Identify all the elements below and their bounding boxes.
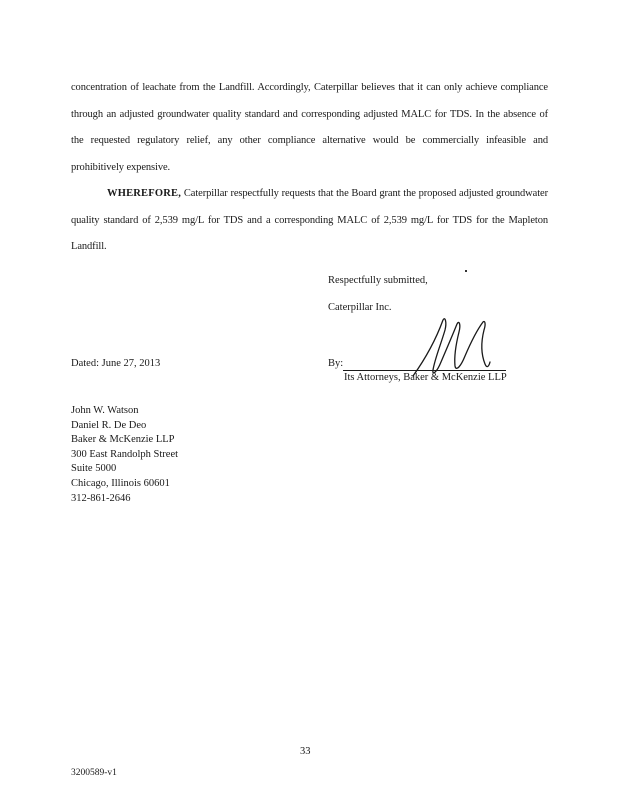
- closing-company: Caterpillar Inc.: [328, 302, 392, 313]
- contact-block: [71, 404, 178, 506]
- contact-line: Chicago, Illinois 60601: [71, 477, 170, 489]
- contact-line: Suite 5000: [71, 463, 117, 475]
- wherefore-lead: WHEREFORE,: [107, 188, 182, 199]
- attorneys-line: Its Attorneys, Baker & McKenzie LLP: [344, 372, 507, 383]
- contact-line: Daniel R. De Deo: [71, 419, 147, 431]
- by-label: By:: [328, 358, 344, 369]
- scan-speck: [465, 270, 467, 272]
- wherefore-text: Caterpillar respectfully requests that the Board grant the proposed adjusted groundwater quality standard of 2,539 mg/L for TDS and a corresponding MALC of 2,539 mg/L for TDS for the Mapleton Landfill.: [71, 188, 548, 252]
- closing-respectfully: Respectfully submitted,: [328, 275, 428, 286]
- contact-line: Baker & McKenzie LLP: [71, 434, 175, 446]
- page-number: 33: [300, 746, 311, 757]
- body-paragraph-1: concentration of leachate from the Landfill. Accordingly, Caterpillar believes that it can only achieve compliance through an adjusted groundwater quality standard and corresponding adjusted MALC for TDS. In the absence of the requested regulatory relief, any other compliance alternative would be commercially infeasible and prohibitively expensive.: [71, 82, 548, 173]
- contact-line: 300 East Randolph Street: [71, 448, 179, 460]
- contact-line: 312-861-2646: [71, 492, 131, 504]
- dated-line: Dated: June 27, 2013: [71, 358, 161, 369]
- contact-line: John W. Watson: [71, 405, 139, 416]
- document-id: 3200589-v1: [71, 768, 117, 778]
- body-paragraph-2: [71, 181, 548, 261]
